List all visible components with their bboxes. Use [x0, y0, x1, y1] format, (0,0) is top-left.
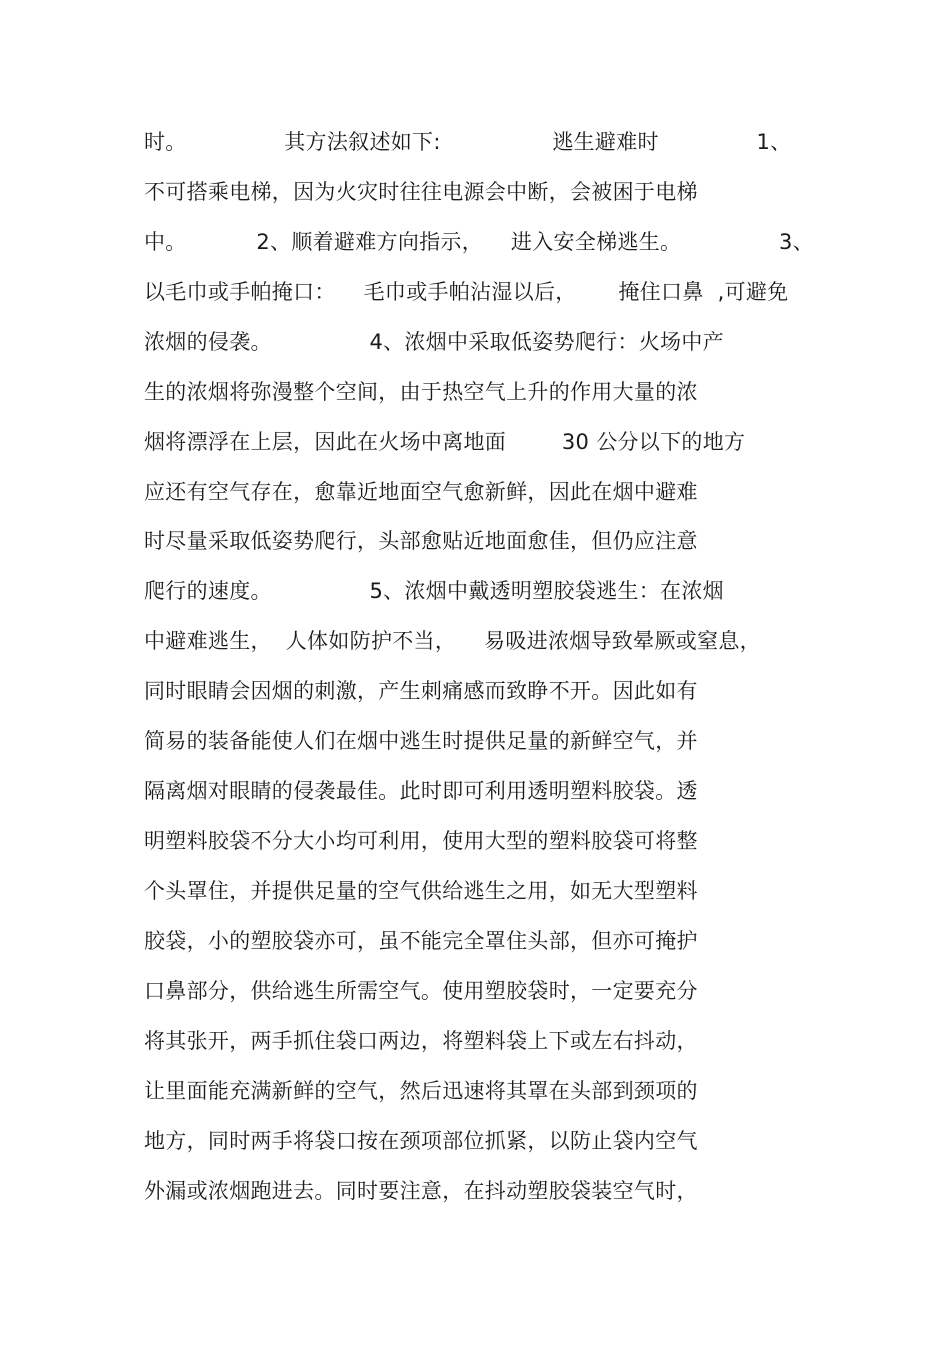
text-line: 爬行的速度。 5、浓烟中戴透明塑胶袋逃生：在浓烟: [144, 579, 724, 603]
text-line: 简易的装备能使人们在烟中逃生时提供足量的新鲜空气，并: [144, 729, 698, 753]
text-line: 外漏或浓烟跑进去。同时要注意，在抖动塑胶袋装空气时，: [144, 1179, 698, 1203]
text-line: 以毛巾或手帕掩口： 毛巾或手帕沾湿以后， 掩住口鼻 ,可避免: [144, 280, 789, 304]
text-line: 时尽量采取低姿势爬行，头部愈贴近地面愈佳，但仍应注意: [144, 529, 698, 553]
text-line: 烟将漂浮在上层，因此在火场中离地面 30 公分以下的地方: [144, 430, 746, 454]
text-line: 让里面能充满新鲜的空气，然后迅速将其罩在头部到颈项的: [144, 1079, 698, 1103]
text-line: 将其张开，两手抓住袋口两边，将塑料袋上下或左右抖动，: [144, 1029, 698, 1053]
text-line: 中避难逃生， 人体如防护不当， 易吸进浓烟导致晕厥或窒息，: [144, 629, 761, 653]
text-line: 不可搭乘电梯，因为火灾时往往电源会中断，会被困于电梯: [144, 180, 698, 204]
text-line: 明塑料胶袋不分大小均可利用，使用大型的塑料胶袋可将整: [144, 829, 698, 853]
text-line: 浓烟的侵袭。 4、浓烟中采取低姿势爬行：火场中产: [144, 330, 724, 354]
text-line: 生的浓烟将弥漫整个空间，由于热空气上升的作用大量的浓: [144, 380, 698, 404]
text-line: 中。 2、顺着避难方向指示， 进入安全梯逃生。 3、: [144, 230, 814, 254]
text-line: 同时眼睛会因烟的刺激，产生刺痛感而致睁不开。因此如有: [144, 679, 698, 703]
text-line: 隔离烟对眼睛的侵袭最佳。此时即可利用透明塑料胶袋。透: [144, 779, 698, 803]
text-line: 胶袋，小的塑胶袋亦可，虽不能完全罩住头部，但亦可掩护: [144, 929, 698, 953]
text-line: 应还有空气存在，愈靠近地面空气愈新鲜，因此在烟中避难: [144, 480, 698, 504]
text-line: 时。 其方法叙述如下: 逃生避难时 1、: [144, 130, 792, 154]
text-line: 个头罩住，并提供足量的空气供给逃生之用，如无大型塑料: [144, 879, 698, 903]
text-line: 地方，同时两手将袋口按在颈项部位抓紧，以防止袋内空气: [144, 1129, 698, 1153]
text-line: 口鼻部分，供给逃生所需空气。使用塑胶袋时，一定要充分: [144, 979, 698, 1003]
